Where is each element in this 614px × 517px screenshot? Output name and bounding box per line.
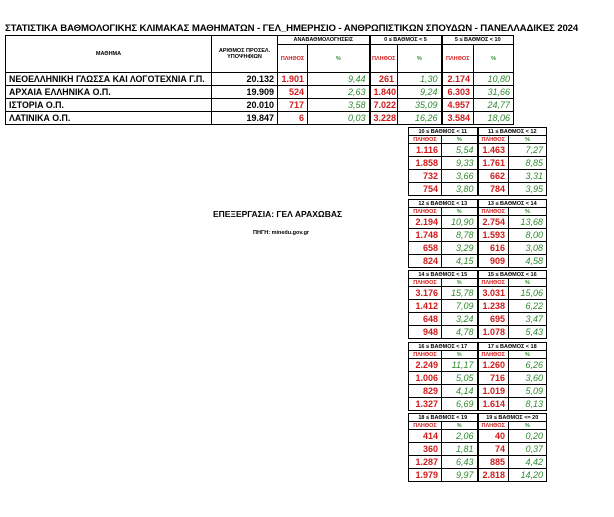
left-count: 1.006 (409, 372, 442, 385)
left-pct: 4,14 (442, 385, 478, 398)
left-pct: 11,17 (442, 359, 478, 372)
grade-block (408, 413, 547, 482)
range-header: 13 ≤ ΒΑΘΜΟΣ < 14 (478, 200, 547, 208)
left-count: 1.979 (409, 469, 442, 482)
range-0-5-pct: 9,24 (398, 86, 442, 99)
range-header: 16 ≤ ΒΑΘΜΟΣ < 17 (409, 343, 478, 351)
table-row (409, 157, 547, 170)
header-reevaluations: ΑΝΑΒΑΘΜΟΛΟΓΗΣΕΙΣ (278, 36, 370, 45)
subject-name: ΑΡΧΑΙΑ ΕΛΛΗΝΙΚΑ Ο.Π. (6, 86, 212, 99)
left-count: 3.176 (409, 287, 442, 300)
right-pct: 3,31 (509, 170, 547, 183)
reeval-pct: 9,44 (308, 73, 370, 86)
range-header: 19 ≤ ΒΑΘΜΟΣ <= 20 (478, 414, 547, 422)
header-pct: % (308, 45, 370, 73)
table-row (409, 170, 547, 183)
range-header: 18 ≤ ΒΑΘΜΟΣ < 19 (409, 414, 478, 422)
grade-block (408, 127, 547, 196)
right-count: 1.593 (478, 229, 509, 242)
table-row (409, 300, 547, 313)
right-count: 2.818 (478, 469, 509, 482)
range-5-10-pct: 31,66 (474, 86, 514, 99)
right-pct: 0,20 (509, 430, 547, 443)
range-0-5-count: 3.228 (370, 112, 398, 125)
range-0-5-count: 1.840 (370, 86, 398, 99)
left-count: 829 (409, 385, 442, 398)
right-pct: 8,85 (509, 157, 547, 170)
right-pct: 6,26 (509, 359, 547, 372)
left-pct: 1,81 (442, 443, 478, 456)
header-count: ΠΛΗΘΟΣ (409, 351, 442, 359)
header-pct: % (509, 422, 547, 430)
right-count: 1.078 (478, 326, 509, 339)
header-pct: % (442, 208, 478, 216)
subject-name: ΛΑΤΙΝΙΚΑ Ο.Π. (6, 112, 212, 125)
left-count: 1.287 (409, 456, 442, 469)
table-row (409, 359, 547, 372)
range-5-10-count: 4.957 (442, 99, 474, 112)
header-count: ΠΛΗΘΟΣ (478, 136, 509, 144)
header-pct: % (509, 351, 547, 359)
left-count: 1.858 (409, 157, 442, 170)
header-pct: % (398, 45, 442, 73)
right-count: 784 (478, 183, 509, 196)
range-header: 15 ≤ ΒΑΘΜΟΣ < 16 (478, 271, 547, 279)
header-pct: % (509, 279, 547, 287)
reeval-pct: 3,58 (308, 99, 370, 112)
right-pct: 7,27 (509, 144, 547, 157)
left-pct: 3,66 (442, 170, 478, 183)
range-5-10-count: 2.174 (442, 73, 474, 86)
left-pct: 7,09 (442, 300, 478, 313)
header-pct: % (442, 351, 478, 359)
right-pct: 3,08 (509, 242, 547, 255)
reeval-count: 524 (278, 86, 308, 99)
right-count: 1.019 (478, 385, 509, 398)
range-0-5-pct: 1,30 (398, 73, 442, 86)
left-pct: 6,43 (442, 456, 478, 469)
table-row (409, 456, 547, 469)
range-header: 10 ≤ ΒΑΘΜΟΣ < 11 (409, 128, 478, 136)
table-row (409, 144, 547, 157)
header-pct: % (442, 279, 478, 287)
range-5-10-count: 3.584 (442, 112, 474, 125)
left-pct: 4,78 (442, 326, 478, 339)
candidates-count: 20.132 (212, 73, 278, 86)
right-count: 1.260 (478, 359, 509, 372)
left-pct: 9,97 (442, 469, 478, 482)
right-count: 1.463 (478, 144, 509, 157)
table-row (6, 112, 552, 125)
header-count: ΠΛΗΘΟΣ (478, 422, 509, 430)
right-count: 695 (478, 313, 509, 326)
candidates-count: 19.909 (212, 86, 278, 99)
table-row (409, 242, 547, 255)
processing-note: ΕΠΕΞΕΡΓΑΣΙΑ: ΓΕΛ ΑΡΑΧΩΒΑΣ (213, 209, 343, 219)
left-count: 732 (409, 170, 442, 183)
right-pct: 15,06 (509, 287, 547, 300)
right-pct: 5,09 (509, 385, 547, 398)
candidates-count: 20.010 (212, 99, 278, 112)
table-row (6, 73, 552, 86)
left-count: 824 (409, 255, 442, 268)
left-count: 1.327 (409, 398, 442, 411)
right-pct: 0,37 (509, 443, 547, 456)
range-header: 17 ≤ ΒΑΘΜΟΣ < 18 (478, 343, 547, 351)
range-5-10-pct: 10,80 (474, 73, 514, 86)
right-count: 40 (478, 430, 509, 443)
right-count: 1.761 (478, 157, 509, 170)
left-pct: 9,33 (442, 157, 478, 170)
table-row (6, 99, 552, 112)
header-pct: % (509, 136, 547, 144)
right-pct: 13,68 (509, 216, 547, 229)
range-0-5-count: 261 (370, 73, 398, 86)
right-pct: 4,58 (509, 255, 547, 268)
left-count: 1.116 (409, 144, 442, 157)
header-range-5-10: 5 ≤ ΒΑΘΜΟΣ < 10 (442, 36, 514, 45)
right-count: 2.754 (478, 216, 509, 229)
table-row (409, 469, 547, 482)
header-pct: % (442, 422, 478, 430)
left-count: 2.249 (409, 359, 442, 372)
left-pct: 8,78 (442, 229, 478, 242)
grade-block (408, 199, 547, 268)
left-pct: 5,54 (442, 144, 478, 157)
left-pct: 5,05 (442, 372, 478, 385)
header-count: ΠΛΗΘΟΣ (370, 45, 398, 73)
main-table (5, 35, 552, 125)
range-0-5-pct: 35,09 (398, 99, 442, 112)
right-pct: 3,95 (509, 183, 547, 196)
grade-block (408, 342, 547, 411)
left-count: 754 (409, 183, 442, 196)
header-count: ΠΛΗΘΟΣ (442, 45, 474, 73)
right-count: 74 (478, 443, 509, 456)
header-count: ΠΛΗΘΟΣ (409, 422, 442, 430)
header-pct: % (442, 136, 478, 144)
reeval-count: 1.901 (278, 73, 308, 86)
table-row (409, 398, 547, 411)
range-header: 11 ≤ ΒΑΘΜΟΣ < 12 (478, 128, 547, 136)
left-pct: 3,80 (442, 183, 478, 196)
left-count: 1.748 (409, 229, 442, 242)
right-pct: 3,60 (509, 372, 547, 385)
left-pct: 2,06 (442, 430, 478, 443)
right-count: 716 (478, 372, 509, 385)
right-count: 3.031 (478, 287, 509, 300)
range-5-10-count: 6.303 (442, 86, 474, 99)
header-count: ΠΛΗΘΟΣ (409, 208, 442, 216)
left-pct: 10,90 (442, 216, 478, 229)
left-pct: 3,29 (442, 242, 478, 255)
right-pct: 8,13 (509, 398, 547, 411)
candidates-count: 19.847 (212, 112, 278, 125)
header-candidates: ΑΡΙΘΜΟΣ ΠΡΟΣΕΛ. ΥΠΟΨΗΦΙΩΝ (212, 36, 278, 73)
right-count: 909 (478, 255, 509, 268)
subject-name: ΝΕΟΕΛΛΗΝΙΚΗ ΓΛΩΣΣΑ ΚΑΙ ΛΟΓΟΤΕΧΝΙΑ Γ.Π. (6, 73, 212, 86)
left-count: 648 (409, 313, 442, 326)
table-row (409, 385, 547, 398)
table-row (409, 372, 547, 385)
range-0-5-pct: 16,26 (398, 112, 442, 125)
reeval-pct: 2,63 (308, 86, 370, 99)
reeval-pct: 0,03 (308, 112, 370, 125)
right-count: 662 (478, 170, 509, 183)
table-row (409, 443, 547, 456)
page-title: ΣΤΑΤΙΣΤΙΚΑ ΒΑΘΜΟΛΟΓΙΚΗΣ ΚΛΙΜΑΚΑΣ ΜΑΘΗΜΑΤΩΝ - ΓΕΛ_ΗΜΕΡΗΣΙΟ - ΑΝΘΡΩΠΙΣΤΙΚΩΝ ΣΠΟΥΔΩΝ - ΠΑΝΕΛΛΑΔΙΚΕΣ 2024 (5, 23, 579, 34)
header-pct: % (509, 208, 547, 216)
reeval-count: 6 (278, 112, 308, 125)
right-pct: 8,00 (509, 229, 547, 242)
left-count: 360 (409, 443, 442, 456)
header-count: ΠΛΗΘΟΣ (409, 279, 442, 287)
table-row (409, 326, 547, 339)
header-subject: ΜΑΘΗΜΑ (6, 36, 212, 73)
table-row (409, 216, 547, 229)
left-pct: 3,24 (442, 313, 478, 326)
right-pct: 6,22 (509, 300, 547, 313)
range-5-10-pct: 24,77 (474, 99, 514, 112)
right-pct: 5,43 (509, 326, 547, 339)
range-0-5-count: 7.022 (370, 99, 398, 112)
table-row (409, 287, 547, 300)
right-count: 1.614 (478, 398, 509, 411)
reeval-count: 717 (278, 99, 308, 112)
right-count: 616 (478, 242, 509, 255)
left-pct: 15,78 (442, 287, 478, 300)
left-count: 2.194 (409, 216, 442, 229)
header-count: ΠΛΗΘΟΣ (478, 208, 509, 216)
table-row (6, 86, 552, 99)
header-count: ΠΛΗΘΟΣ (409, 136, 442, 144)
range-header: 12 ≤ ΒΑΘΜΟΣ < 13 (409, 200, 478, 208)
table-row (409, 255, 547, 268)
header-count: ΠΛΗΘΟΣ (478, 351, 509, 359)
source-note: ΠΗΓΗ: minedu.gov.gr (253, 230, 310, 236)
right-pct: 3,47 (509, 313, 547, 326)
subject-name: ΙΣΤΟΡΙΑ Ο.Π. (6, 99, 212, 112)
header-pct: % (474, 45, 514, 73)
table-row (409, 183, 547, 196)
left-pct: 4,15 (442, 255, 478, 268)
right-count: 1.238 (478, 300, 509, 313)
range-5-10-pct: 18,06 (474, 112, 514, 125)
left-pct: 6,69 (442, 398, 478, 411)
header-count: ΠΛΗΘΟΣ (478, 279, 509, 287)
right-pct: 14,20 (509, 469, 547, 482)
left-count: 948 (409, 326, 442, 339)
right-pct: 4,42 (509, 456, 547, 469)
table-row (409, 430, 547, 443)
grade-block (408, 270, 547, 339)
left-count: 658 (409, 242, 442, 255)
left-count: 414 (409, 430, 442, 443)
header-range-0-5: 0 ≤ ΒΑΘΜΟΣ < 5 (370, 36, 442, 45)
range-header: 14 ≤ ΒΑΘΜΟΣ < 15 (409, 271, 478, 279)
table-row (409, 229, 547, 242)
table-row (409, 313, 547, 326)
left-count: 1.412 (409, 300, 442, 313)
right-count: 885 (478, 456, 509, 469)
header-count: ΠΛΗΘΟΣ (278, 45, 308, 73)
